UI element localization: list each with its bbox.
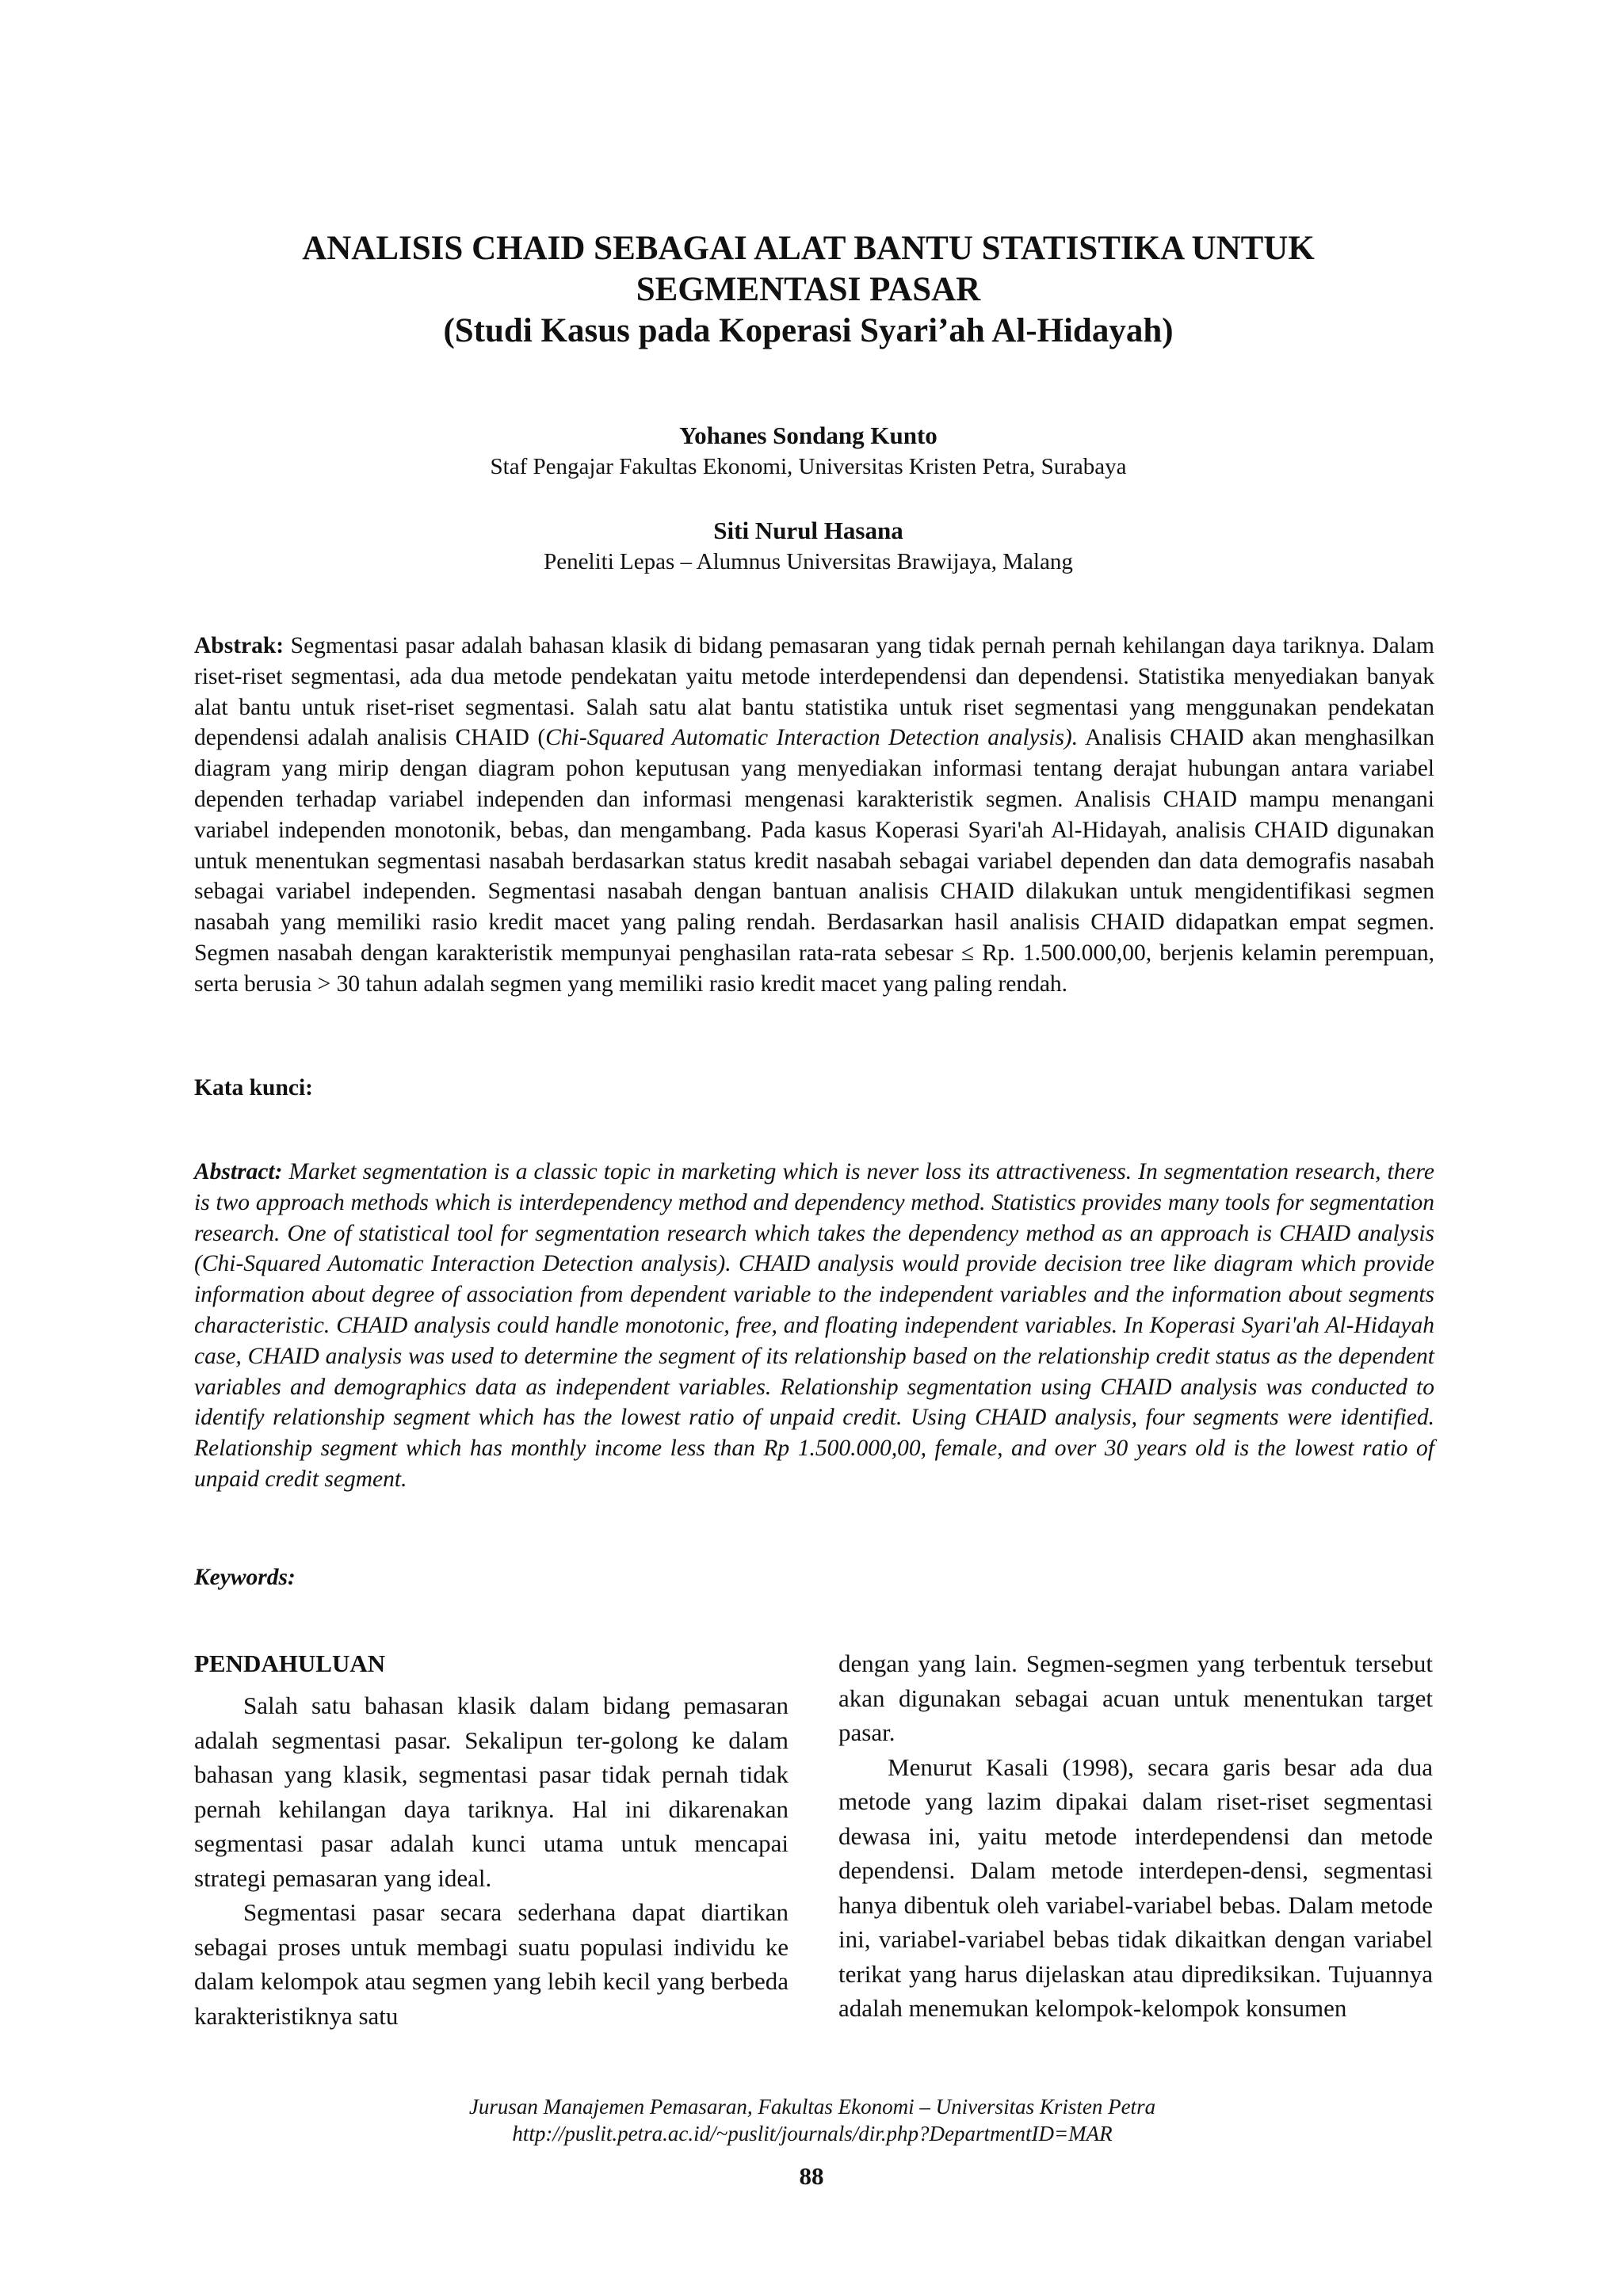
body-paragraph-continuation: dengan yang lain. Segmen-segmen yang terbentuk tersebut akan digunakan sebagai acuan untuk menentukan target pasar. [838, 1650, 1433, 1746]
body-paragraph: Menurut Kasali (1998), secara garis besar ada dua metode yang lazim dipakai dalam riset-riset segmentasi dewasa ini, yaitu metode interdependensi dan metode dependensi. Dalam metode interdepen-densi, segmentasi hanya dibentuk oleh variabel-variabel bebas. Dalam metode ini, variabel-variabel bebas tidak dikaitkan dengan variabel terikat yang harus dijelaskan atau diprediksikan. Tujuannya adalah menemukan kelompok-kelompok konsumen [838, 1753, 1433, 2022]
body-left-column [194, 1646, 789, 2033]
footer-journal: Jurusan Manajemen Pemasaran, Fakultas Ekonomi – Universitas Kristen Petra [468, 2095, 1156, 2119]
author-2-affiliation: Peneliti Lepas – Alumnus Universitas Brawijaya, Malang [544, 549, 1073, 574]
title-line-1: ANALISIS CHAID SEBAGAI ALAT BANTU STATISTIKA UNTUK [302, 230, 1315, 267]
body-paragraph: Salah satu bahasan klasik dalam bidang pemasaran adalah segmentasi pasar. Sekalipun ter-golong ke dalam bahasan yang klasik, segmentasi pasar tidak pernah tidak pernah kehilangan daya tariknya. Hal ini dikarenakan segmentasi pasar adalah kunci utama untuk mencapai strategi pemasaran yang ideal. [194, 1691, 789, 1892]
body-right-column [838, 1646, 1433, 2026]
abstract-indonesian [194, 631, 1434, 1000]
title-line-2: SEGMENTASI PASAR [636, 271, 981, 308]
abstract-id-label: Abstrak: [194, 633, 285, 658]
section-heading-pendahuluan: PENDAHULUAN [194, 1650, 386, 1677]
author-1 [190, 420, 1426, 482]
footer-url: http://puslit.petra.ac.id/~puslit/journals/dir.php?DepartmentID=MAR [512, 2122, 1113, 2145]
author-2 [190, 515, 1426, 577]
keywords-en-label: Keywords: [194, 1565, 296, 1590]
abstract-en-text: Market segmentation is a classic topic in marketing which is never loss its attractiveness. In segmentation research, there is two approach methods which is interdependency method and dependency method. Statistics provides many tools for segmentation research. One of statistical tool for segmentation research which takes the dependency method as an approach is CHAID analysis (Chi-Squared Automatic Interaction Detection analysis). CHAID analysis would provide decision tree like diagram which provide information about degree of association from dependent variable to the independent variables and the information about segments characteristic. CHAID analysis could handle monotonic, free, and floating independent variables. In Koperasi Syari'ah Al-Hidayah case, CHAID analysis was used to determine the segment of its relationship based on the relationship credit status as the dependent variables and demographics data as independent variables. Relationship segmentation using CHAID analysis was conducted to identify relationship segment which has the lowest ratio of unpaid credit. Using CHAID analysis, four segments were identified. Relationship segment which has monthly income less than Rp 1.500.000,00, female, and over 30 years old is the lowest ratio of unpaid credit segment. [194, 1159, 1434, 1492]
abstract-english [194, 1157, 1434, 1495]
abstract-id-text-2: Analisis CHAID akan menghasilkan diagram yang mirip dengan diagram pohon keputusan yang menyediakan informasi tentang derajat hubungan antara variabel dependen terhadap variabel independen dan informasi mengenasi karakteristik segmen. Analisis CHAID mampu menangani variabel independen monotonik, bebas, dan mengambang. Pada kasus Koperasi Syari'ah Al-Hidayah, analisis CHAID digunakan untuk menentukan segmentasi nasabah berdasarkan status kredit nasabah sebagai variabel dependen dan data demografis nasabah sebagai variabel independen. Segmentasi nasabah dengan bantuan analisis CHAID dilakukan untuk mengidentifikasi segmen nasabah yang memiliki rasio kredit macet yang paling rendah. Berdasarkan hasil analisis CHAID didapatkan empat segmen. Segmen nasabah dengan karakteristik mempunyai penghasilan rata-rata sebesar ≤ Rp. 1.500.000,00, berjenis kelamin perempuan, serta berusia > 30 tahun adalah segmen yang memiliki rasio kredit macet yang paling rendah. [194, 725, 1434, 997]
title-line-3: (Studi Kasus pada Koperasi Syari’ah Al-Hidayah) [443, 312, 1174, 349]
abstract-id-italic: Chi-Squared Automatic Interaction Detection analysis). [545, 725, 1079, 751]
abstract-id-text-1: Segmentasi pasar adalah bahasan klasik di bidang pemasaran yang tidak pernah pernah kehilangan daya tariknya. Dalam riset-riset segmentasi, ada dua metode pendekatan yaitu metode interdependensi dan dependensi. Statistika menyediakan banyak alat bantu untuk riset-riset segmentasi. Salah satu alat bantu statistika untuk riset segmentasi yang menggunakan pendekatan dependensi adalah analisis CHAID ( [194, 633, 1434, 751]
abstract-en-label: Abstract [194, 1159, 275, 1184]
page-number: 88 [799, 2162, 824, 2190]
keywords-id-label: Kata kunci: [194, 1075, 313, 1100]
author-1-affiliation: Staf Pengajar Fakultas Ekonomi, Universitas Kristen Petra, Surabaya [490, 454, 1127, 479]
author-2-name: Siti Nurul Hasana [713, 517, 903, 544]
body-paragraph: Segmentasi pasar secara sederhana dapat diartikan sebagai proses untuk membagi suatu populasi individu ke dalam kelompok atau segmen yang lebih kecil yang berbeda karakteristiknya satu [194, 1898, 789, 2030]
paper-title [190, 228, 1426, 352]
author-1-name: Yohanes Sondang Kunto [679, 421, 938, 449]
abstract-en-colon: : [274, 1159, 283, 1184]
page-footer [190, 2093, 1434, 2147]
